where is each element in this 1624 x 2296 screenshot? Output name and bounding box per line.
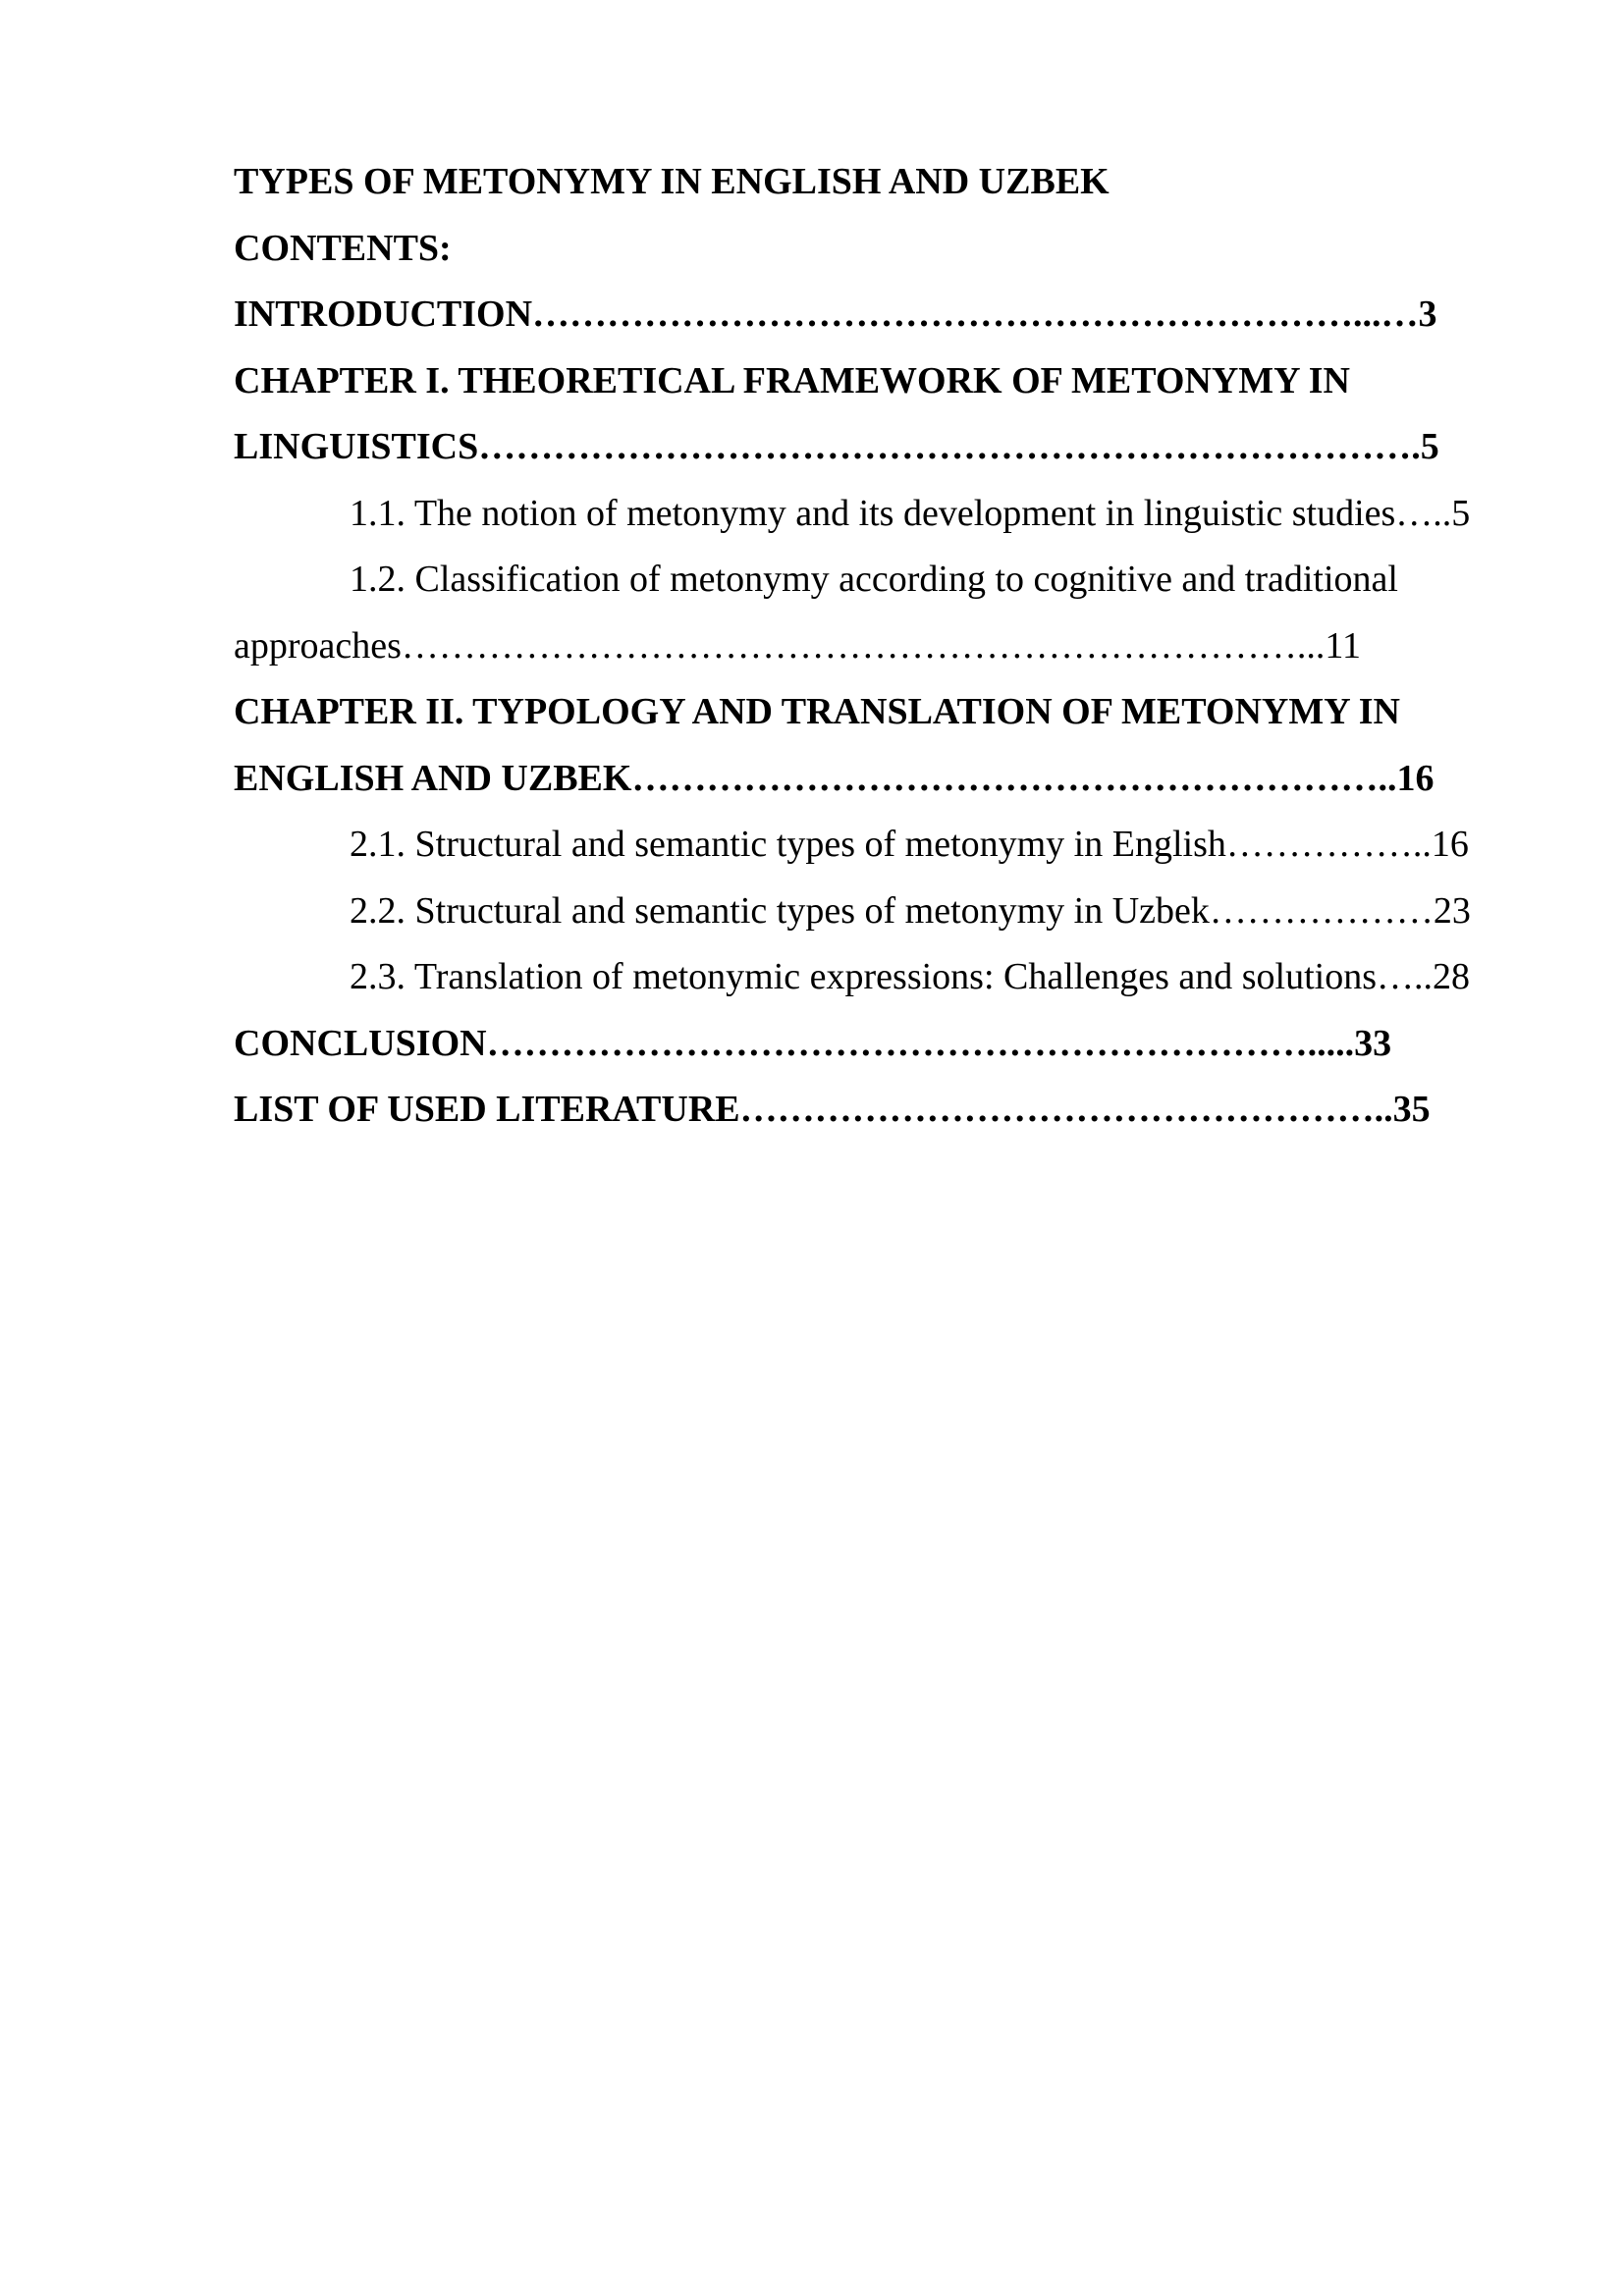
toc-entry-section-2-1: 2.1. Structural and semantic types of metonymy in English……………..16	[350, 824, 1469, 865]
toc-entry-chapter-1-line-2: LINGUISTICS………………………………………………………………….5	[234, 426, 1439, 467]
toc-entry-section-2-3: 2.3. Translation of metonymic expressions: Challenges and solutions…..28	[350, 956, 1470, 997]
table-of-contents	[234, 149, 1510, 1144]
contents-heading: CONTENTS:	[234, 227, 452, 269]
document-title: TYPES OF METONYMY IN ENGLISH AND UZBEK	[234, 161, 1110, 202]
toc-entry-chapter-2-line-2: ENGLISH AND UZBEK……………………………………………………..16	[234, 757, 1435, 799]
toc-entry-section-1-2-line-2: approaches………………………………………………………………...11	[234, 624, 1361, 667]
toc-entry-introduction: INTRODUCTION…………………………………………………………...…3	[234, 294, 1437, 335]
toc-entry-section-1-1: 1.1. The notion of metonymy and its development in linguistic studies…..5	[350, 492, 1471, 534]
toc-entry-chapter-2-line-1: CHAPTER II. TYPOLOGY AND TRANSLATION OF METONYMY IN	[234, 691, 1400, 732]
toc-entry-conclusion: CONCLUSION………………………………………………………….....33	[234, 1022, 1392, 1064]
toc-entry-section-1-2-line-1: 1.2. Classification of metonymy according to cognitive and traditional	[350, 559, 1398, 600]
toc-entry-chapter-1-line-1: CHAPTER I. THEORETICAL FRAMEWORK OF METONYMY IN	[234, 359, 1350, 401]
toc-entry-literature: LIST OF USED LITERATURE……………………………………………..35	[234, 1089, 1431, 1130]
toc-entry-section-2-2: 2.2. Structural and semantic types of metonymy in Uzbek………………23	[350, 889, 1471, 932]
